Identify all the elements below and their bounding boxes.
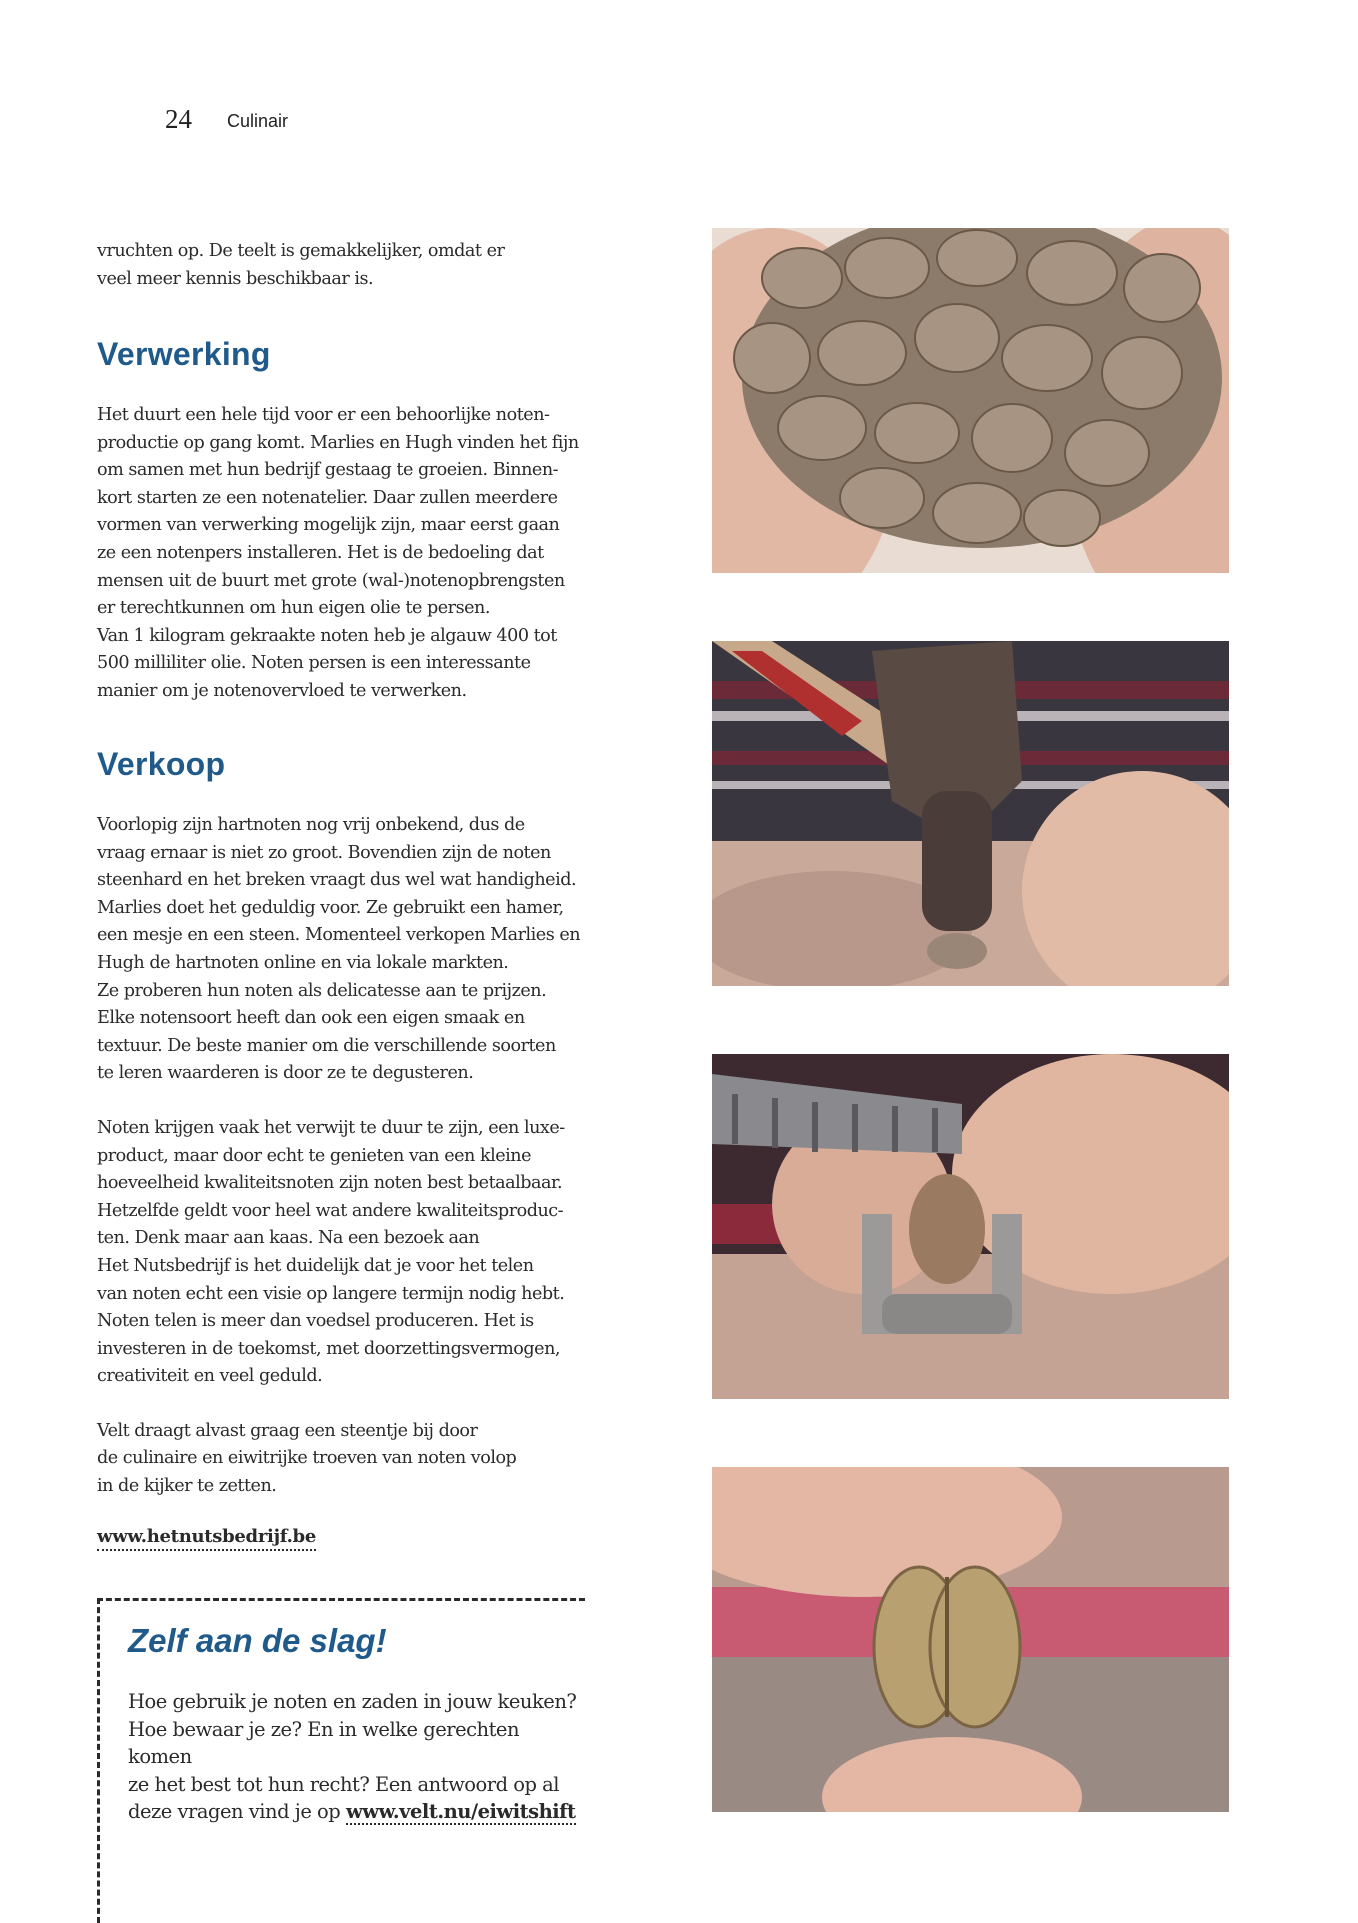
photo-hammer-cracking [712,641,1229,986]
verwerking-body [97,402,587,706]
intro-text [97,238,587,293]
heading-verkoop: Verkoop [97,746,226,782]
verwerking-paragraph: Het duurt een hele tijd voor er een behoorlijke noten- productie op gang komt. Marlies en Hugh vinden het fijn om samen met hun bedrijf gestaag te groeien. Binnen- kort starten ze een notenatelier. Daar zullen meerdere vormen van verwerking mogelijk zijn, maar eerst gaan ze een notenpers installeren. Het is de bedoeling dat mensen uit de buurt met grote (wal-)notenopbrengsten er terechtkunnen om hun eigen olie te persen. Van 1 kilogram gekraakte noten heb je algauw 400 tot 500 milliliter olie. Noten persen is een interessante manier om je notenovervloed te verwerken. [97,405,579,701]
eiwitshift-link[interactable]: www.velt.nu/eiwitshift [345,1800,576,1823]
tip-box-body: Hoe gebruik je noten en zaden in jouw keuken? Hoe bewaar je ze? En in welke gerechten komen ze het best tot hun recht? Een antwoord op al deze vragen vind je op [128,1690,577,1823]
heading-verwerking: Verwerking [97,336,271,372]
tip-box-title: Zelf aan de slag! [128,1622,387,1659]
website-link[interactable]: www.hetnutsbedrijf.be [97,1525,316,1551]
intro-paragraph: vruchten op. De teelt is gemakkelijker, omdat er veel meer kennis beschikbaar is. [97,241,505,289]
verkoop-paragraph-3: Velt draagt alvast graag een steentje bij door de culinaire en eiwitrijke troeven van noten volop in de kijker te zetten. [97,1420,517,1497]
photo-halved-nut [712,1467,1229,1812]
photo-nutcracker [712,1054,1229,1399]
tip-box-text [128,1688,588,1826]
verkoop-body [97,812,587,1501]
photo-nuts-in-hands [712,228,1229,573]
verkoop-paragraph-2: Noten krijgen vaak het verwijt te duur te zijn, een luxe- product, maar door echt te genieten van een kleine hoeveelheid kwaliteitsnoten zijn noten best betaalbaar. Hetzelfde geldt voor heel wat andere kwaliteitsproduc- ten. Denk maar aan kaas. Na een bezoek aan Het Nutsbedrijf is het duidelijk dat je voor het telen van noten echt een visie op langere termijn nodig hebt. Noten telen is meer dan voedsel produceren. Het is investeren in de toekomst, met doorzettingsvermogen, creativiteit en veel geduld. [97,1117,565,1387]
page-number: 24 [165,104,192,134]
section-label: Culinair [227,111,289,131]
verkoop-paragraph-1: Voorlopig zijn hartnoten nog vrij onbekend, dus de vraag ernaar is niet zo groot. Bovendien zijn de noten steenhard en het breken vraagt dus wel wat handigheid. Marlies doet het geduldig voor. Ze gebruikt een hamer, een mesje en een steen. Momenteel verkopen Marlies en Hugh de hartnoten online en via lokale markten. Ze proberen hun noten als delicatesse aan te prijzen. Elke notensoort heeft dan ook een eigen smaak en textuur. De beste manier om die verschillende soorten te leren waarderen is door ze te degusteren. [97,815,581,1084]
